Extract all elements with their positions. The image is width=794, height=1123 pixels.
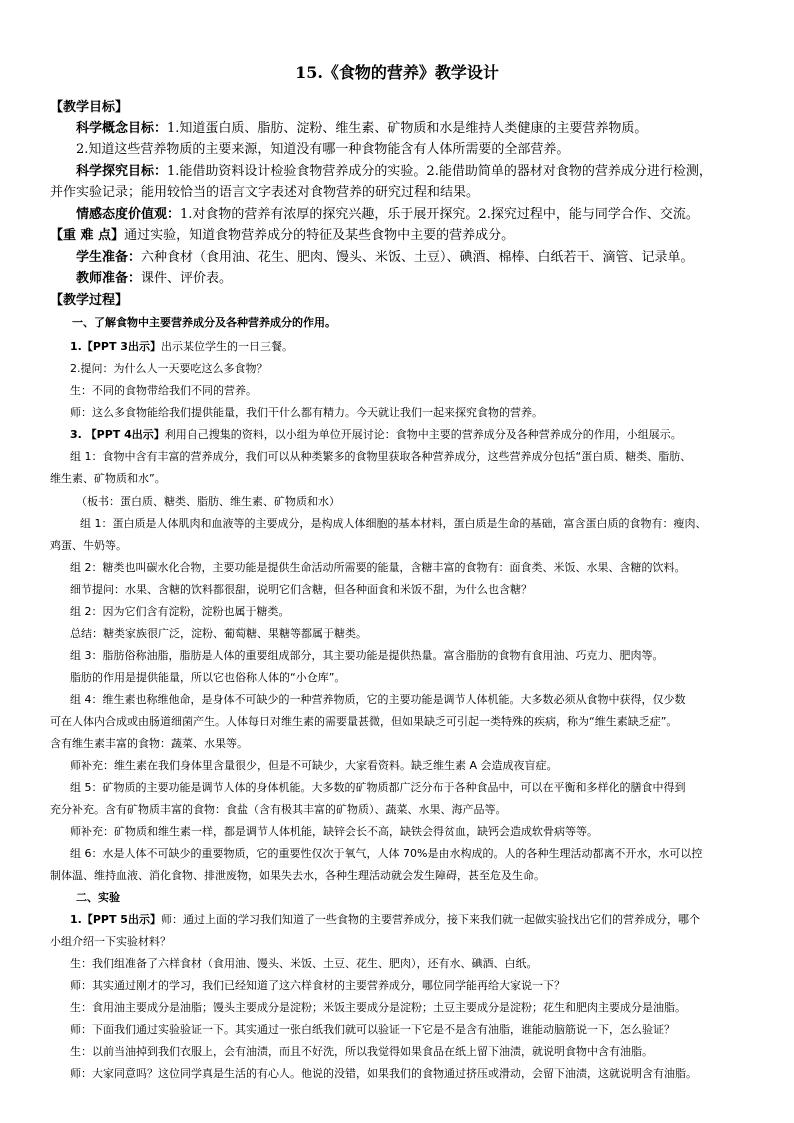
inquiry-goal-text-1: 1.能借助资料设计检验食物营养成分的实验。2.能借助简单的器材对食物的营养成分进行检测， (167, 164, 712, 179)
inquiry-goal-line-2: 并作实验记录；能用较恰当的语言文字表述对食物营养的研究过程和结果。 (50, 185, 480, 200)
process-line-5-text: 利用自己搜集的资料，以小组为单位开展讨论：食物中主要的营养成分及各种营养成分的作用，小组展示。 (164, 428, 682, 441)
science-goal-line-1 (76, 117, 754, 136)
process-line-26 (70, 911, 754, 927)
process-line-29: 师：其实通过刚才的学习，我们已经知道了这六样食材的主要营养成分，哪位同学能再给大家说一下？ (70, 979, 565, 992)
process-line-32: 生：以前当油掉到我们衣服上，会有油渍，而且不好洗，所以我觉得如果食品在纸上留下油渍，就说明食物中含有油脂。 (70, 1045, 653, 1058)
science-goal-line-2: 2.知道这些营养物质的主要来源，知道没有哪一种食物能含有人体所需要的全部营养。 (76, 142, 570, 157)
process-line-28: 生：我们组准备了六样食材（食用油、馒头、米饭、土豆、花生、肥肉），还有水、碘酒、白纸。 (70, 957, 538, 970)
process-line-25: 制体温、维持血液、消化食物、排泄废物，如果失去水，各种生理活动就会发生障碍，甚至危及生命。 (50, 869, 545, 882)
section-2-heading: 二、实验 (76, 891, 120, 904)
emotion-goal-line (76, 203, 754, 222)
student-prep-text: 六种食材（食用油、花生、肥肉、馒头、米饭、土豆）、碘酒、棉棒、白纸若干、滴管、记录单。 (141, 250, 694, 265)
process-line-19: 含有维生素丰富的食物：蔬菜、水果等。 (50, 737, 248, 750)
teacher-prep-text: 课件、评价表。 (141, 271, 233, 286)
science-goal-text-1: 1.知道蛋白质、脂肪、淀粉、维生素、矿物质和水是维持人类健康的主要营养物质。 (167, 121, 648, 136)
section-1-heading: 一、了解食物中主要营养成分及各种营养成分的作用。 (72, 316, 336, 329)
process-line-22: 充分补充。含有矿物质丰富的食物：食盐（含有极其丰富的矿物质）、蔬菜、水果、海产品等。 (50, 803, 507, 816)
ppt3-label: 1.【PPT 3出示】 (70, 340, 161, 353)
process-line-14: 总结：糖类家族很广泛，淀粉、葡萄糖、果糖等都属于糖类。 (70, 627, 367, 640)
process-line-8: （板书：蛋白质、糖类、脂肪、维生素、矿物质和水） (76, 495, 340, 508)
key-points-text: 通过实验，知道食物营养成分的特征及某些食物中主要的营养成分。 (124, 228, 515, 243)
process-line-21: 组 5：矿物质的主要功能是调节人体的身体机能。大多数的矿物质都广泛分布于各种食品中，可以在平衡和多样化的膳食中得到 (70, 781, 686, 794)
process-heading: 【教学过程】 (50, 293, 129, 308)
process-line-1-text: 出示某位学生的一日三餐。 (160, 340, 293, 353)
process-line-13: 组 2：因为它们含有淀粉，淀粉也属于糖类。 (70, 605, 290, 618)
process-line-9: 组 1：蛋白质是人体肌肉和血液等的主要成分，是构成人体细胞的基本材料，蛋白质是生命的基础，富含蛋白质的食物有：瘦肉、 (80, 517, 707, 530)
emotion-goal-text: 1.对食物的营养有浓厚的探究兴趣，乐于展开探究。2.探究过程中，能与同学合作、交流。 (180, 207, 699, 222)
process-line-1 (70, 338, 754, 354)
process-line-6: 组 1：食物中含有丰富的营养成分，我们可以从种类繁多的食物里获取各种营养成分，这些营养成分包括“蛋白质、糖类、脂肪、 (70, 450, 692, 463)
process-line-23: 师补充：矿物质和维生素一样，都是调节人体机能，缺锌会长不高，缺铁会得贫血，缺钙会造成软骨病等等。 (70, 825, 598, 838)
teacher-prep-label: 教师准备： (76, 271, 142, 286)
process-line-15: 组 3：脂肪俗称油脂，脂肪是人体的重要组成部分，其主要功能是提供热量。富含脂肪的食物有食用油、巧克力、肥肉等。 (70, 649, 664, 662)
process-line-30: 生：食用油主要成分是油脂；馒头主要成分是淀粉；米饭主要成分是淀粉；土豆主要成分是淀粉；花生和肥肉主要成分是油脂。 (70, 1001, 686, 1014)
process-line-17: 组 4：维生素也称维他命，是身体不可缺少的一种营养物质，它的主要功能是调节人体机能。大多数必须从食物中获得，仅少数 (70, 693, 686, 706)
key-points-line (50, 224, 754, 243)
process-line-2: 2.提问：为什么人一天要吃这么多食物？ (70, 362, 268, 375)
process-line-20: 师补充：维生素在我们身体里含量很少，但是不可缺少，大家看资料。缺乏维生素 A 会造成夜盲症。 (70, 759, 558, 772)
goals-heading: 【教学目标】 (50, 100, 129, 115)
science-goal-label: 科学概念目标： (76, 121, 168, 136)
process-line-26-text: 师：通过上面的学习我们知道了一些食物的主要营养成分，接下来我们就一起做实验找出它们的营养成分，哪个 (160, 913, 700, 926)
process-line-10: 鸡蛋、牛奶等。 (50, 539, 127, 552)
process-line-12: 细节提问：水果、含糖的饮料都很甜，说明它们含糖，但各种面食和米饭不甜，为什么也含糖？ (70, 583, 532, 596)
key-points-label: 【重 难 点】 (50, 228, 125, 243)
process-line-31: 师：下面我们通过实验验证一下。其实通过一张白纸我们就可以验证一下它是不是含有油脂，谁能动脑筋说一下，怎么验证？ (70, 1023, 675, 1036)
emotion-goal-label: 情感态度价值观： (76, 207, 181, 222)
student-prep-line (76, 246, 754, 265)
process-line-4: 师：这么多食物能给我们提供能量，我们干什么都有精力。今天就让我们一起来探究食物的营养。 (70, 406, 543, 419)
process-line-3: 生：不同的食物带给我们不同的营养。 (70, 384, 257, 397)
inquiry-goal-line-1 (76, 160, 754, 179)
process-line-7: 维生素、矿物质和水”。 (50, 472, 166, 485)
student-prep-label: 学生准备： (76, 250, 142, 265)
inquiry-goal-label: 科学探究目标： (76, 164, 168, 179)
process-line-18: 可在人体内合成或由肠道细菌产生。人体每日对维生素的需要量甚微，但如果缺乏可引起一类特殊的疾病，称为“维生素缺乏症”。 (50, 715, 678, 728)
process-line-5 (70, 426, 754, 442)
process-line-27: 小组介绍一下实验材料？ (50, 935, 171, 948)
process-line-16: 脂肪的作用是提供能量，所以它也俗称人体的“小仓库”。 (70, 671, 346, 684)
process-line-11: 组 2：糖类也叫碳水化合物，主要功能是提供生命活动所需要的能量，含糖丰富的食物有：面食类、米饭、水果、含糖的饮料。 (70, 561, 686, 574)
ppt4-label: 3. 【PPT 4出示】 (70, 428, 165, 441)
ppt5-label: 1.【PPT 5出示】 (70, 913, 161, 926)
document-title: 15.《食物的营养》教学设计 (295, 63, 499, 82)
teacher-prep-line (76, 267, 754, 286)
process-line-33: 师：大家同意吗？这位同学真是生活的有心人。他说的没错，如果我们的食物通过挤压或滑动，会留下油渍，这就说明含有油脂。 (70, 1067, 697, 1080)
process-line-24: 组 6：水是人体不可缺少的重要物质，它的重要性仅次于氧气，人体 70%是由水构成的。人的各种生理活动都离不开水，水可以控 (70, 847, 703, 860)
